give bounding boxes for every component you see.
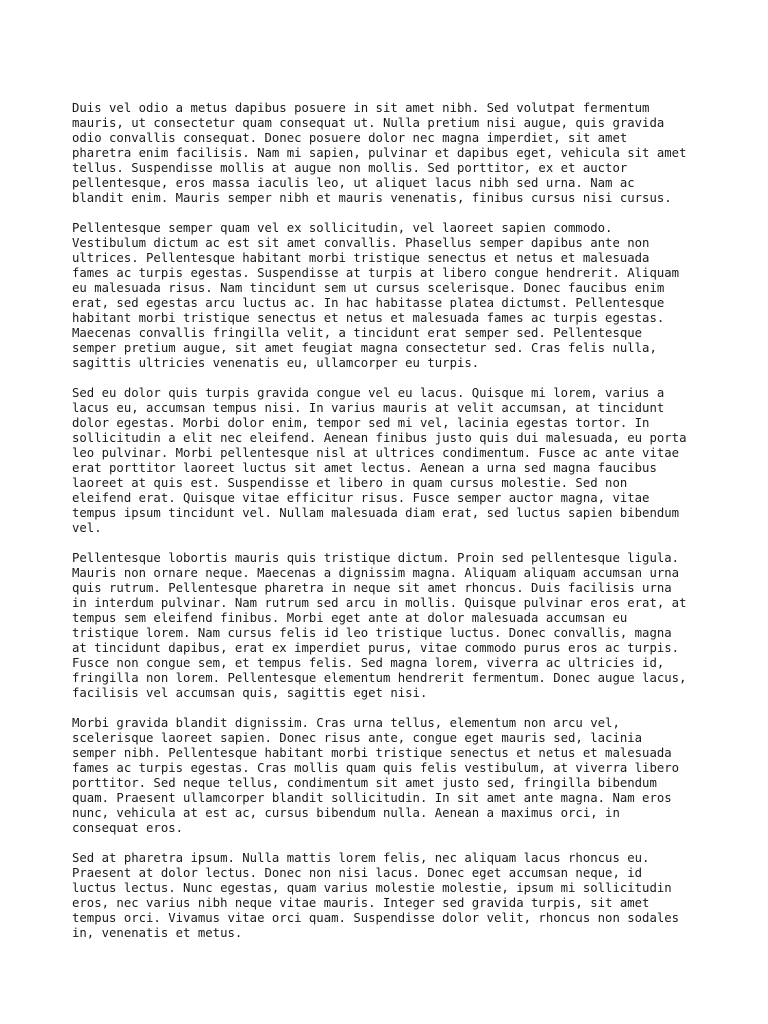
paragraph-2: Pellentesque semper quam vel ex sollicitudin, vel laoreet sapien commodo. Vestibulum dictum ac est sit amet convallis. Phasellus semper dapibus ante non ultrices. Pellentesque habitant morbi tristique senectus et netus et malesuada fames ac turpis egestas. Suspendisse at turpis at libero congue hendrerit. Aliquam eu malesuada risus. Nam tincidunt sem ut cursus scelerisque. Donec faucibus enim erat, sed egestas arcu luctus ac. In hac habitasse platea dictumst. Pellentesque habitant morbi tristique senectus et netus et malesuada fames ac turpis egestas. Maecenas convallis fringilla velit, a tincidunt erat semper sed. Pellentesque semper pretium augue, sit amet feugiat magna consectetur sed. Cras felis nulla, sagittis ultricies venenatis eu, ullamcorper eu turpis.	[72, 221, 680, 370]
paragraph-1: Duis vel odio a metus dapibus posuere in sit amet nibh. Sed volutpat fermentum mauris, ut consectetur quam consequat ut. Nulla pretium nisi augue, quis gravida odio convallis consequat. Donec posuere dolor nec magna imperdiet, sit amet pharetra enim facilisis. Nam mi sapien, pulvinar et dapibus eget, vehicula sit amet tellus. Suspendisse mollis at augue non mollis. Sed porttitor, ex et auctor pellentesque, eros massa iaculis leo, ut aliquet lacus nibh sed urna. Nam ac blandit enim. Mauris semper nibh et mauris venenatis, finibus cursus nisi cursus.	[72, 101, 687, 205]
paragraph-4: Pellentesque lobortis mauris quis tristique dictum. Proin sed pellentesque ligula. Mauris non ornare neque. Maecenas a dignissim magna. Aliquam aliquam accumsan urna quis rutrum. Pellentesque pharetra in neque sit amet rhoncus. Duis facilisis urna in interdum pulvinar. Nam rutrum sed arcu in mollis. Quisque pulvinar eros erat, at tempus sem eleifend finibus. Morbi eget ante at dolor malesuada accumsan eu tristique lorem. Nam cursus felis id leo tristique luctus. Donec convallis, magna at tincidunt dapibus, erat ex imperdiet purus, vitae commodo purus eros ac turpis. Fusce non congue sem, et tempus felis. Sed magna lorem, viverra ac ultricies id, fringilla non lorem. Pellentesque elementum hendrerit fermentum. Donec augue lacus, facilisis vel accumsan quis, sagittis eget nisi.	[72, 551, 687, 700]
document-page	[72, 101, 712, 956]
paragraph-5: Morbi gravida blandit dignissim. Cras urna tellus, elementum non arcu vel, scelerisque laoreet sapien. Donec risus ante, congue eget mauris sed, lacinia semper nibh. Pellentesque habitant morbi tristique senectus et netus et malesuada fames ac turpis egestas. Cras mollis quam quis felis vestibulum, at viverra libero porttitor. Sed neque tellus, condimentum sit amet justo sed, fringilla bibendum quam. Praesent ullamcorper blandit sollicitudin. In sit amet ante magna. Nam eros nunc, vehicula at est ac, cursus bibendum nulla. Aenean a maximus orci, in consequat eros.	[72, 716, 680, 835]
paragraph-6: Sed at pharetra ipsum. Nulla mattis lorem felis, nec aliquam lacus rhoncus eu. Praesent at dolor lectus. Donec non nisi lacus. Donec eget accumsan neque, id luctus lectus. Nunc egestas, quam varius molestie molestie, ipsum mi sollicitudin eros, nec varius nibh neque vitae mauris. Integer sed gravida turpis, sit amet tempus orci. Vivamus vitae orci quam. Suspendisse dolor velit, rhoncus non sodales in, venenatis et metus.	[72, 851, 680, 940]
paragraph-3: Sed eu dolor quis turpis gravida congue vel eu lacus. Quisque mi lorem, varius a lacus eu, accumsan tempus nisi. In varius mauris at velit accumsan, at tincidunt dolor egestas. Morbi dolor enim, tempor sed mi vel, lacinia egestas tortor. In sollicitudin a elit nec eleifend. Aenean finibus justo quis dui malesuada, eu porta leo pulvinar. Morbi pellentesque nisl at ultrices condimentum. Fusce ac ante vitae erat porttitor laoreet luctus sit amet lectus. Aenean a urna sed magna faucibus laoreet at quis est. Suspendisse et libero in quam cursus molestie. Sed non eleifend erat. Quisque vitae efficitur risus. Fusce semper auctor magna, vitae tempus ipsum tincidunt vel. Nullam malesuada diam erat, sed luctus sapien bibendum vel.	[72, 386, 687, 535]
